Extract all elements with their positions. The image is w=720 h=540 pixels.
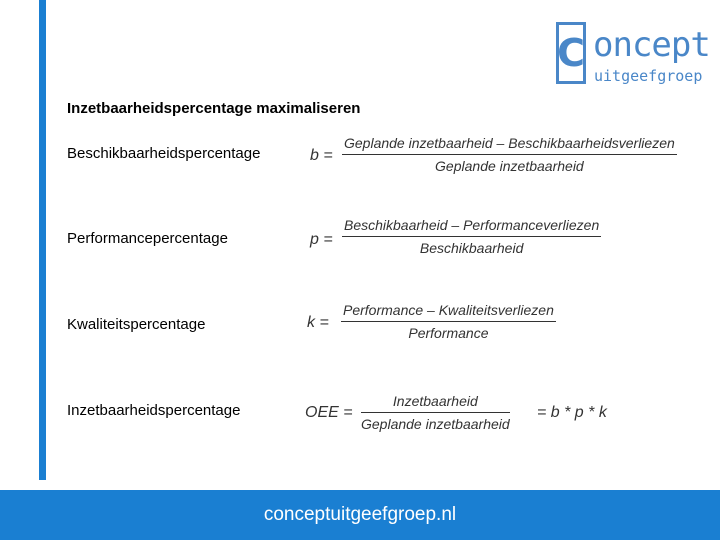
footer-url[interactable]: conceptuitgeefgroep.nl	[263, 504, 457, 525]
formula-denominator: Geplande inzetbaarheid	[342, 154, 677, 174]
footer-bar	[0, 490, 720, 540]
formula-numerator: Geplande inzetbaarheid – Beschikbaarheidsverliezen	[344, 135, 675, 151]
slide-title: Inzetbaarheidspercentage maximaliseren	[67, 100, 361, 117]
logo-subtitle: uitgeefgroep	[594, 67, 703, 85]
label-beschikbaarheid: Beschikbaarheidspercentage	[67, 145, 261, 162]
formula-lhs: OEE =	[305, 404, 353, 421]
formula-lhs: b =	[310, 147, 333, 164]
formula-lhs: k =	[307, 314, 329, 331]
formula-lhs: p =	[310, 231, 333, 248]
formula-fraction	[342, 135, 677, 174]
formula-numerator: Inzetbaarheid	[392, 393, 478, 409]
concept-logo	[556, 20, 710, 90]
formula-tail: = b * p * k	[537, 404, 607, 421]
label-inzetbaarheid: Inzetbaarheidspercentage	[67, 402, 241, 419]
formula-fraction	[361, 393, 510, 432]
formula-numerator: Beschikbaarheid – Performanceverliezen	[344, 217, 600, 233]
formula-fraction	[342, 217, 601, 256]
formula-denominator: Beschikbaarheid	[342, 236, 601, 256]
formula-numerator: Performance – Kwaliteitsverliezen	[343, 302, 554, 318]
formula-denominator: Performance	[341, 321, 556, 341]
formula-denominator: Geplande inzetbaarheid	[361, 412, 510, 432]
logo-mark-letter: C	[557, 31, 585, 75]
logo-mark	[556, 22, 586, 84]
label-kwaliteit: Kwaliteitspercentage	[67, 316, 206, 333]
logo-word: oncept	[593, 25, 710, 65]
formula-fraction	[341, 302, 556, 341]
accent-bar	[39, 0, 46, 480]
label-performance: Performancepercentage	[67, 230, 228, 247]
